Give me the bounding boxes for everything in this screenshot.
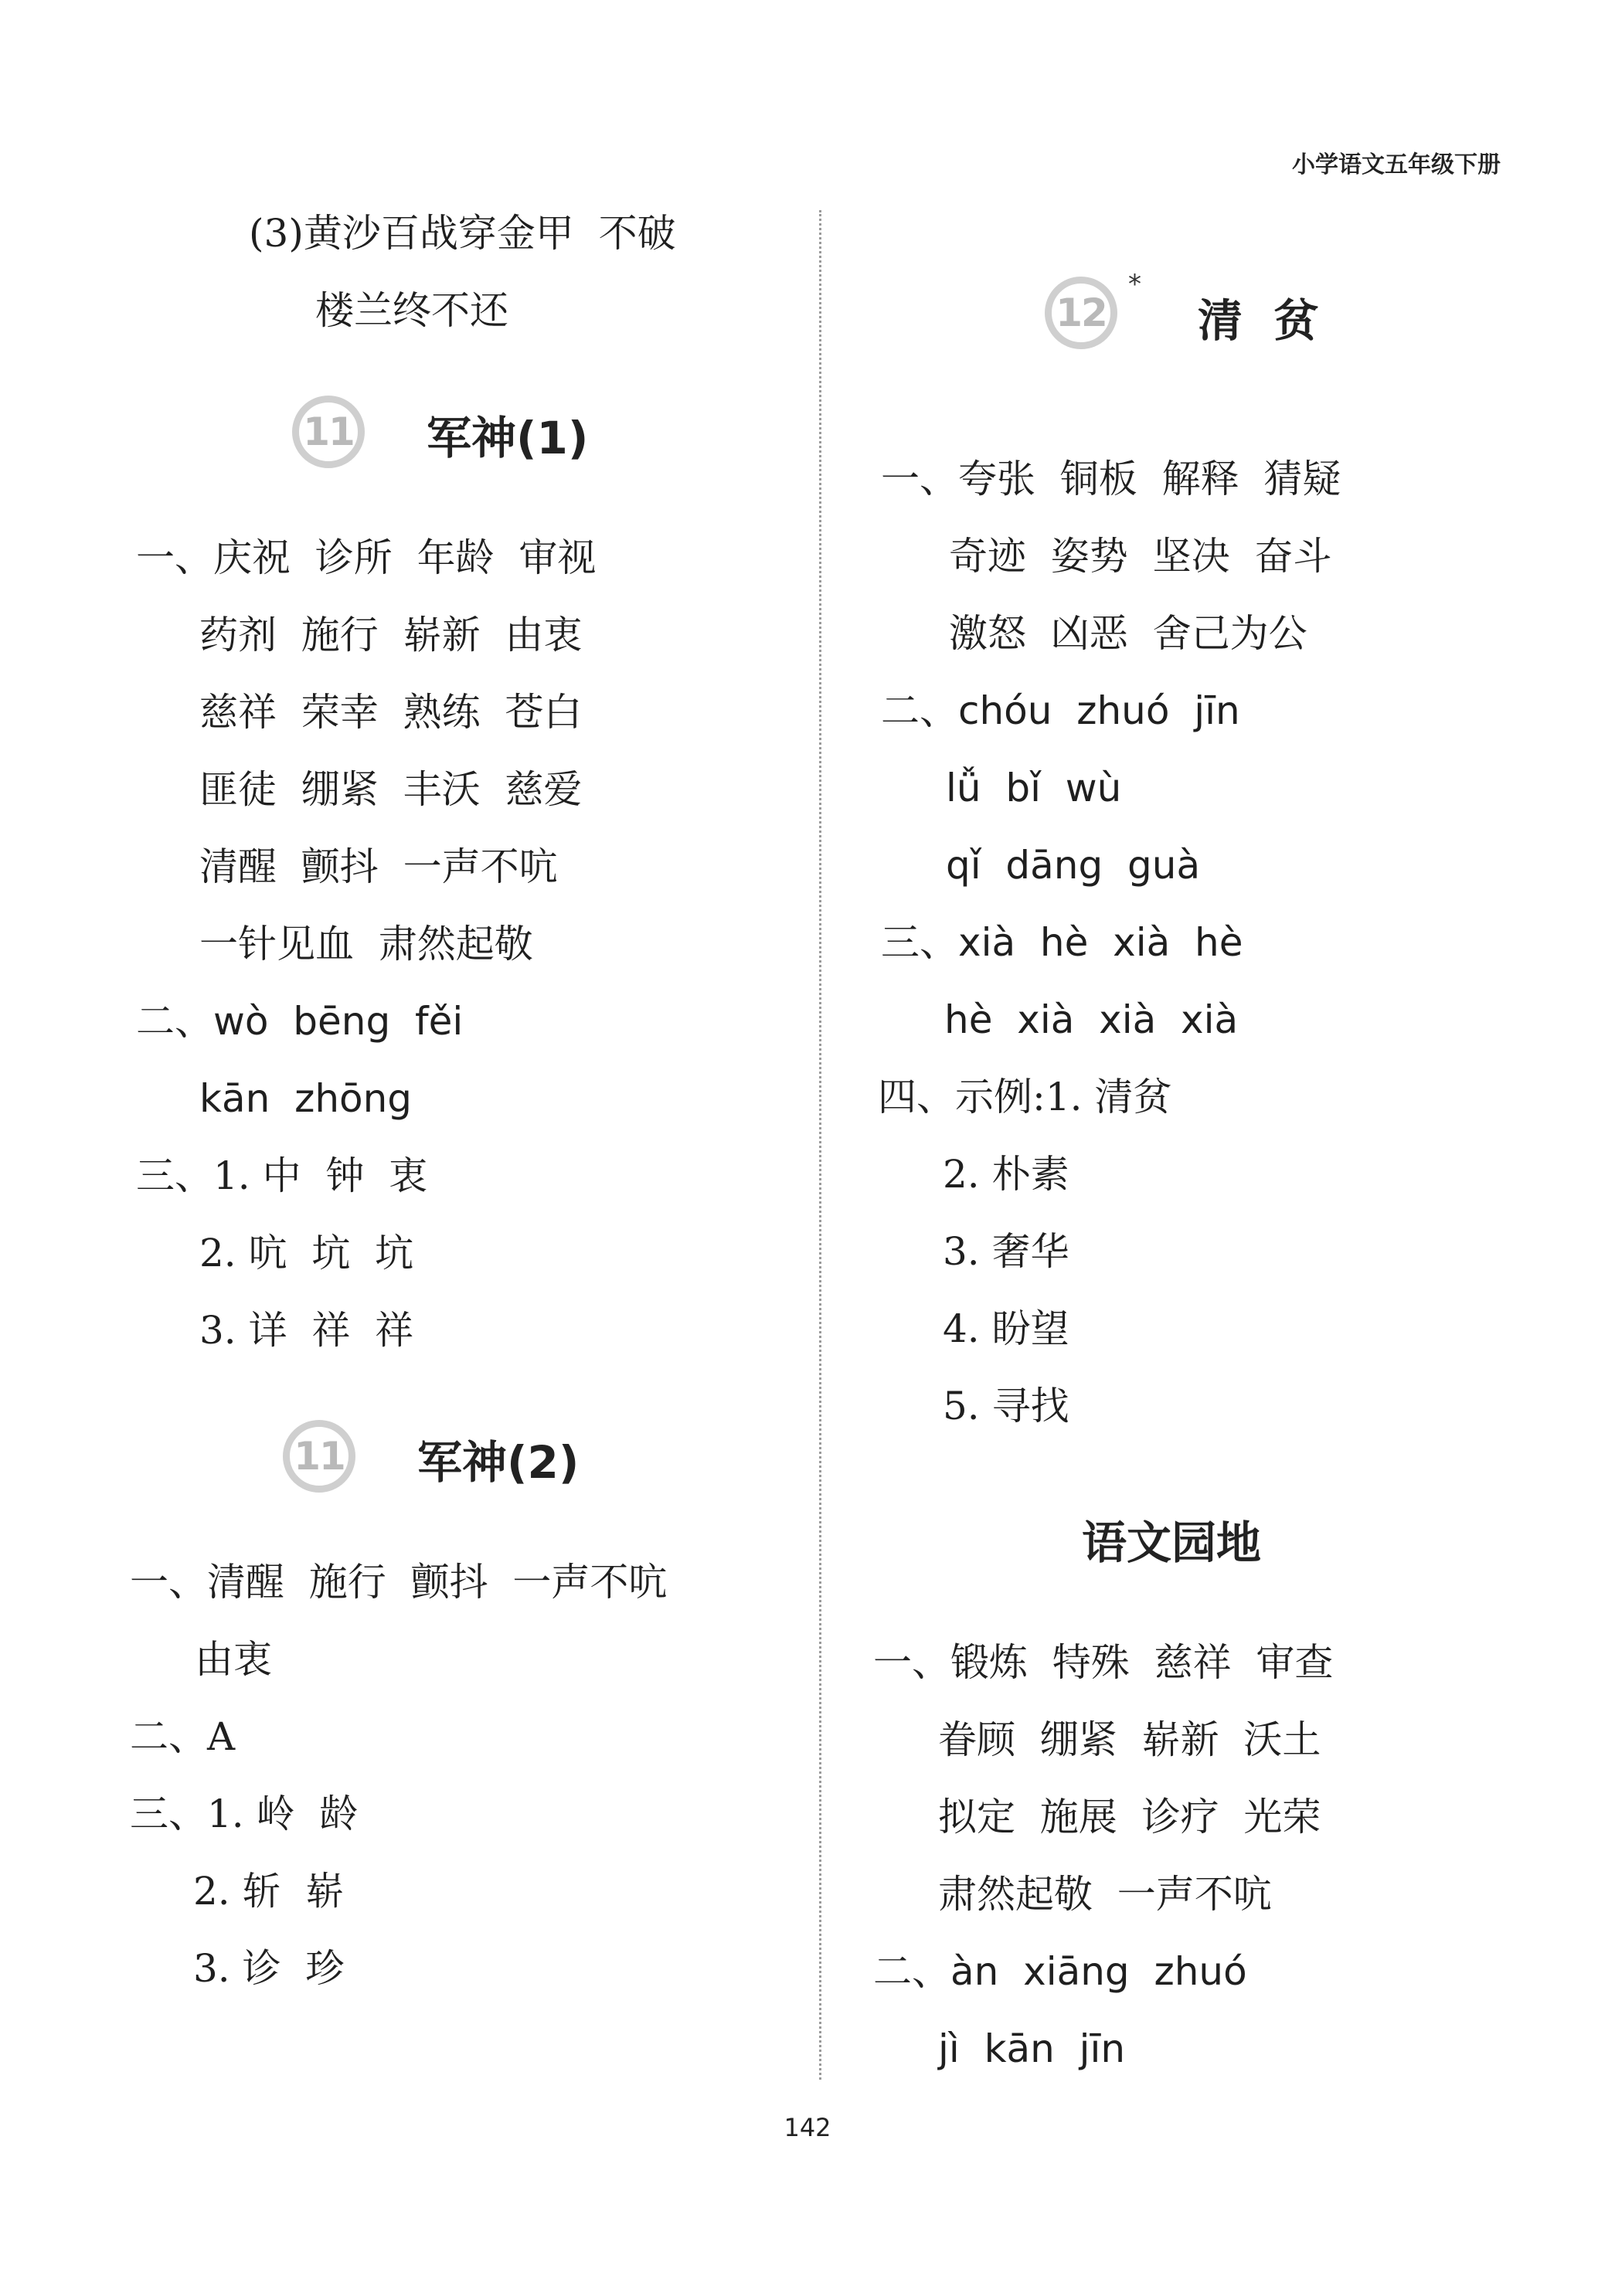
pinyin-line: lǚ bǐ wù <box>946 766 1122 810</box>
answer-line: 5. 寻找 <box>943 1384 1069 1428</box>
answer-line: 一、锻炼 特殊 慈祥 审查 <box>873 1640 1334 1685</box>
pinyin-line: kān zhōng <box>199 1076 413 1121</box>
intro-line-2: 楼兰终不还 <box>315 288 508 333</box>
answer-line: 4. 盼望 <box>943 1306 1069 1351</box>
answer-line: 二、A <box>130 1714 236 1759</box>
pinyin-line: 三、xià hè xià hè <box>881 920 1243 965</box>
answer-line: 药剂 施行 崭新 由衷 <box>199 613 583 657</box>
answer-line: 一、夸张 铜板 解释 猜疑 <box>881 457 1341 501</box>
answer-line: 3. 奢华 <box>943 1229 1069 1274</box>
section-title: 语文园地 <box>1082 1517 1262 1569</box>
intro-line-1: (3)黄沙百战穿金甲 不破 <box>249 211 676 256</box>
pinyin-line: jì kān jīn <box>938 2026 1126 2071</box>
answer-line: 眷顾 绷紧 崭新 沃土 <box>938 1717 1321 1762</box>
answer-line: 激怒 凶恶 舍己为公 <box>949 611 1307 656</box>
answer-line: 2. 吭 坑 坑 <box>199 1231 414 1275</box>
answer-line: 清醒 颤抖 一声不吭 <box>199 844 558 889</box>
answer-line: 3. 诊 珍 <box>193 1946 345 1991</box>
answer-line: 一、清醒 施行 颤抖 一声不吭 <box>130 1560 668 1605</box>
answer-line: 四、示例:1. 清贫 <box>878 1075 1172 1119</box>
pinyin-line: 二、àn xiāng zhuó <box>873 1949 1247 1994</box>
pinyin-line: qǐ dāng guà <box>946 843 1201 888</box>
lesson-title: 军神(1) <box>427 412 589 464</box>
lesson-title: 军神(2) <box>417 1436 580 1489</box>
lesson-number-badge: 11 <box>283 1420 355 1493</box>
answer-line: 3. 详 祥 祥 <box>199 1308 414 1353</box>
lesson-number-badge: 11 <box>292 396 365 468</box>
lesson-number-badge: 12 <box>1045 277 1117 349</box>
answer-line: 奇迹 姿势 坚决 奋斗 <box>949 534 1332 579</box>
answer-line: 由衷 <box>195 1637 272 1682</box>
answer-line: 三、1. 中 钟 衷 <box>136 1153 428 1198</box>
answer-line: 拟定 施展 诊疗 光荣 <box>938 1795 1321 1839</box>
answer-line: 三、1. 岭 龄 <box>130 1792 359 1836</box>
pinyin-line: 二、wò bēng fěi <box>136 999 464 1044</box>
lesson-title: 清 贫 <box>1198 294 1319 347</box>
answer-line: 2. 斩 崭 <box>193 1869 345 1914</box>
answer-line: 慈祥 荣幸 熟练 苍白 <box>199 690 583 735</box>
answer-line: 2. 朴素 <box>943 1152 1069 1197</box>
page-number: 142 <box>784 2113 831 2142</box>
answer-line: 一、庆祝 诊所 年龄 审视 <box>136 535 597 580</box>
column-divider <box>819 210 821 2080</box>
answer-line: 匪徒 绷紧 丰沃 慈爱 <box>199 767 583 812</box>
answer-line: 肃然起敬 一声不吭 <box>938 1872 1272 1917</box>
pinyin-line: hè xià xià xià <box>944 997 1239 1042</box>
pinyin-line: 二、chóu zhuó jīn <box>881 688 1240 733</box>
optional-lesson-star: * <box>1128 269 1141 300</box>
answer-line: 一针见血 肃然起敬 <box>199 922 533 966</box>
header-book-title: 小学语文五年级下册 <box>1292 151 1501 178</box>
